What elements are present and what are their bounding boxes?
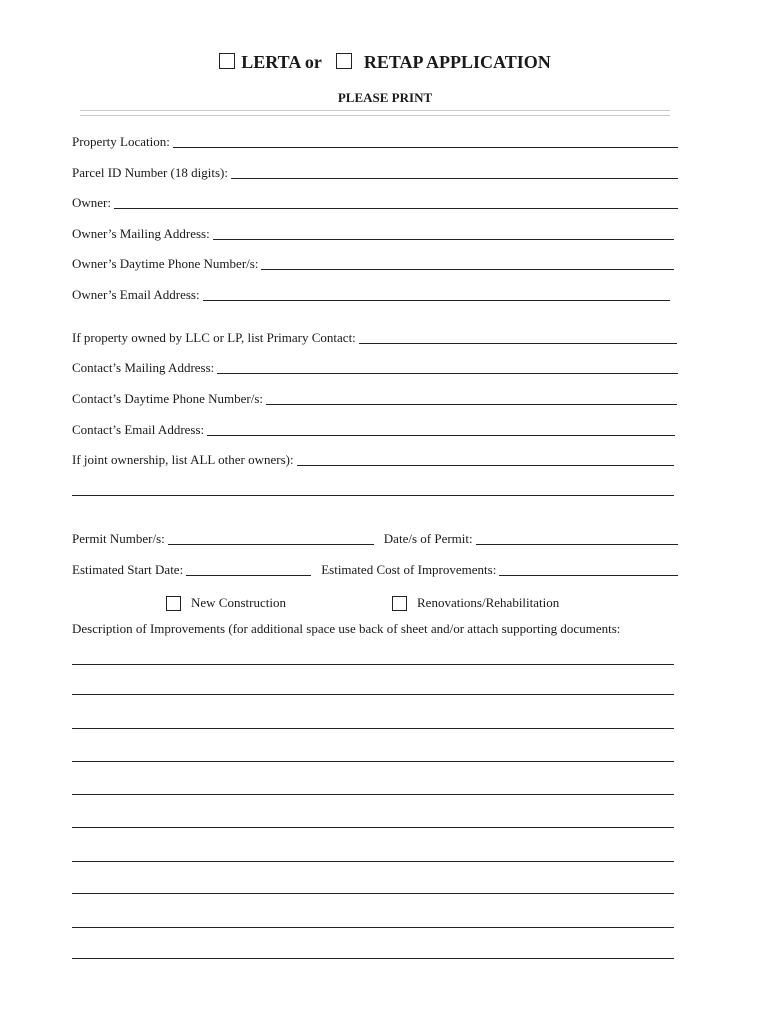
cost-field[interactable] (499, 575, 678, 576)
new-construction-checkbox[interactable] (166, 596, 181, 611)
description-line[interactable] (72, 694, 674, 695)
description-line[interactable] (72, 827, 674, 828)
contact-phone-row (72, 391, 677, 407)
header-divider-bottom (80, 115, 670, 116)
contact-phone-field[interactable] (266, 404, 677, 405)
owner-email-row (72, 287, 670, 303)
description-line[interactable] (72, 893, 674, 894)
owner-mailing-address-row (72, 226, 674, 242)
joint-owners-row (72, 452, 674, 468)
lerta-checkbox[interactable] (219, 53, 235, 69)
permit-date-label: Date/s of Permit: (383, 531, 473, 546)
contact-mailing-address-label: Contact’s Mailing Address: (72, 360, 215, 375)
description-line[interactable] (72, 664, 674, 665)
contact-email-label: Contact’s Email Address: (72, 422, 205, 437)
description-line[interactable] (72, 728, 674, 729)
renovations-checkbox[interactable] (392, 596, 407, 611)
please-print-note: PLEASE PRINT (337, 90, 433, 105)
contact-mailing-address-row (72, 360, 678, 376)
description-line[interactable] (72, 958, 674, 959)
description-label: Description of Improvements (for additional space use back of sheet and/or attach supporting documents: (72, 621, 621, 636)
parcel-id-label: Parcel ID Number (18 digits): (72, 165, 228, 180)
renovations-label: Renovations/Rehabilitation (417, 595, 560, 610)
permit-date-field[interactable] (476, 544, 678, 545)
primary-contact-row (72, 330, 677, 346)
owner-field[interactable] (114, 208, 678, 209)
joint-owners-label: If joint ownership, list ALL other owners): (72, 452, 294, 467)
form-title (0, 52, 770, 73)
permit-number-field[interactable] (168, 544, 374, 545)
contact-email-row (72, 422, 675, 438)
title-retap-text: RETAP APPLICATION (363, 52, 551, 72)
parcel-id-field[interactable] (231, 178, 678, 179)
description-line[interactable] (72, 794, 674, 795)
primary-contact-label: If property owned by LLC or LP, list Primary Contact: (72, 330, 356, 345)
contact-email-field[interactable] (207, 435, 675, 436)
start-date-label: Estimated Start Date: (72, 562, 184, 577)
permit-number-label: Permit Number/s: (72, 531, 165, 546)
new-construction-option[interactable] (166, 595, 286, 611)
contact-phone-label: Contact’s Daytime Phone Number/s: (72, 391, 264, 406)
permit-row (72, 531, 678, 547)
description-label-row (72, 621, 712, 637)
owner-row (72, 195, 678, 211)
owner-email-field[interactable] (203, 300, 670, 301)
cost-label: Estimated Cost of Improvements: (321, 562, 497, 577)
joint-owners-extra-line[interactable] (72, 495, 674, 496)
owner-email-label: Owner’s Email Address: (72, 287, 200, 302)
owner-mailing-address-label: Owner’s Mailing Address: (72, 226, 210, 241)
parcel-id-row (72, 165, 678, 181)
owner-phone-row (72, 256, 674, 272)
retap-checkbox[interactable] (336, 53, 352, 69)
start-date-field[interactable] (186, 575, 311, 576)
owner-mailing-address-field[interactable] (213, 239, 674, 240)
new-construction-label: New Construction (191, 595, 286, 610)
property-location-row (72, 134, 678, 150)
owner-phone-field[interactable] (261, 269, 674, 270)
primary-contact-field[interactable] (359, 343, 677, 344)
contact-mailing-address-field[interactable] (217, 373, 678, 374)
description-line[interactable] (72, 927, 674, 928)
property-location-field[interactable] (173, 147, 678, 148)
owner-label: Owner: (72, 195, 111, 210)
start-cost-row (72, 562, 678, 578)
property-location-label: Property Location: (72, 134, 170, 149)
renovations-option[interactable] (392, 595, 559, 611)
description-line[interactable] (72, 761, 674, 762)
title-lerta-text: LERTA or (241, 52, 322, 72)
owner-phone-label: Owner’s Daytime Phone Number/s: (72, 256, 259, 271)
header-divider-top (80, 110, 670, 111)
joint-owners-field[interactable] (297, 465, 674, 466)
description-line[interactable] (72, 861, 674, 862)
